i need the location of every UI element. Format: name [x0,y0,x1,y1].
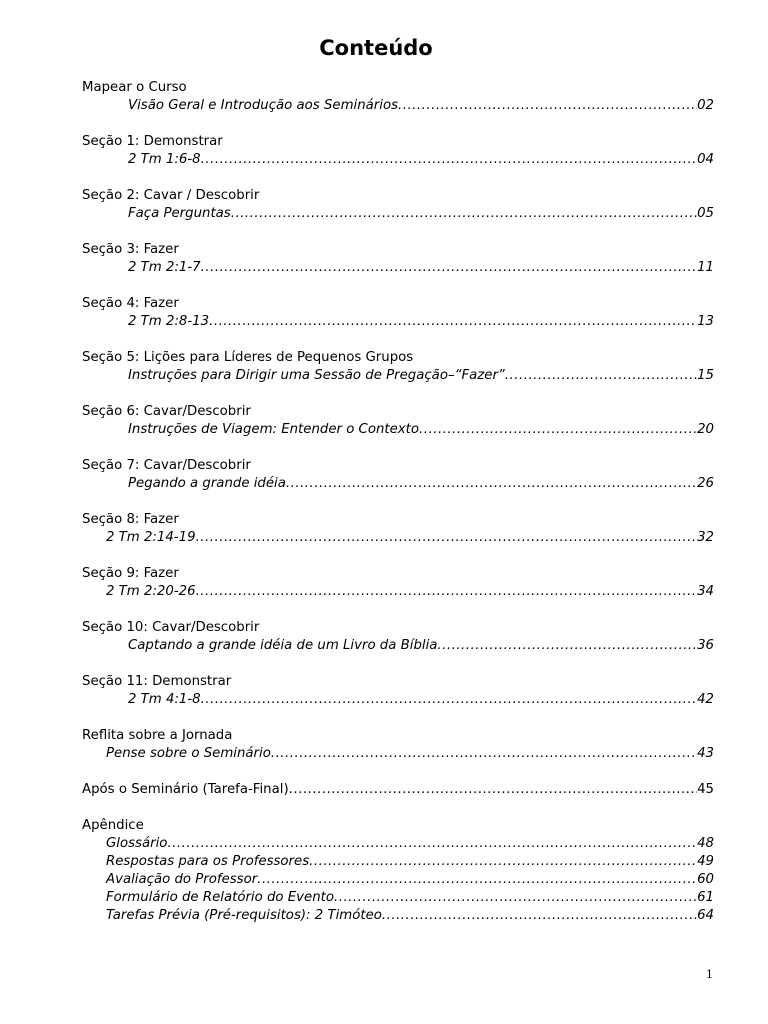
entry-page: 11 [697,260,714,275]
toc-entry [82,889,714,907]
section-heading-row [82,781,714,799]
toc-entry [82,529,714,547]
section-heading: Seção 11: Demonstrar [82,674,232,689]
entry-title: Pense sobre o Seminário [106,746,271,761]
entry-title: Tarefas Prévia (Pré-requisitos): 2 Timóteo [106,908,382,923]
entry-page: 36 [697,638,714,653]
section-heading: Seção 9: Fazer [82,566,179,581]
leader-dots [437,637,697,655]
section-heading: Seção 1: Demonstrar [82,134,223,149]
section-heading: Após o Seminário (Tarefa-Final) [82,782,289,797]
entry-title: Visão Geral e Introdução aos Seminários [128,98,399,113]
leader-dots [419,421,697,439]
leader-dots [201,691,697,709]
entry-title: Pegando a grande idéia [128,476,286,491]
leader-dots [382,907,697,925]
toc-entry [82,745,714,763]
toc-section [82,187,714,223]
toc-section-appendix [82,817,714,925]
entry-page: 05 [697,206,714,221]
leader-dots [286,475,697,493]
leader-dots [309,853,697,871]
section-heading: Reflita sobre a Jornada [82,728,233,743]
entry-page: 61 [697,890,714,905]
toc-section [82,781,714,799]
entry-page: 13 [697,314,714,329]
toc-entry [82,151,714,169]
section-heading: Seção 6: Cavar/Descobrir [82,404,251,419]
entry-page: 34 [697,584,714,599]
entry-title: Captando a grande idéia de um Livro da Bíblia [128,638,438,653]
entry-title: 2 Tm 2:8-13 [128,314,210,329]
leader-dots [398,97,697,115]
leader-dots [257,871,697,889]
section-heading: Seção 7: Cavar/Descobrir [82,458,251,473]
toc-entry [82,637,714,655]
entry-page: 49 [697,854,714,869]
toc-entry [82,367,714,385]
entry-title: 2 Tm 4:1-8 [128,692,201,707]
section-heading: Seção 5: Lições para Líderes de Pequenos Grupos [82,350,414,365]
toc-section [82,619,714,655]
toc-entry [82,871,714,889]
entry-title: 2 Tm 2:20-26 [106,584,196,599]
entry-page: 15 [697,368,714,383]
toc-section [82,133,714,169]
entry-title: 2 Tm 2:1-7 [128,260,201,275]
entry-title: Instruções de Viagem: Entender o Contexto [128,422,420,437]
toc-section [82,79,714,115]
toc-entry [82,205,714,223]
toc-entry [82,313,714,331]
section-heading: Mapear o Curso [82,80,187,95]
toc-section [82,727,714,763]
section-heading: Seção 4: Fazer [82,296,179,311]
entry-title: Formulário de Relatório do Evento [106,890,335,905]
entry-title: Respostas para os Professores [106,854,310,869]
page-number: 1 [706,968,713,981]
entry-title: Faça Perguntas [128,206,231,221]
entry-page: 26 [697,476,714,491]
section-heading: Seção 8: Fazer [82,512,179,527]
entry-page: 20 [697,422,714,437]
entry-title: Instruções para Dirigir uma Sessão de Pregação–“Fazer” [128,368,505,383]
entry-page: 42 [697,692,714,707]
entry-page: 60 [697,872,714,887]
leader-dots [196,529,698,547]
toc-entry [82,259,714,277]
leader-dots [167,835,697,853]
section-page: 45 [697,782,714,797]
entry-page: 64 [697,908,714,923]
toc-section [82,295,714,331]
leader-dots [271,745,697,763]
entry-page: 02 [697,98,714,113]
toc-entry [82,907,714,925]
leader-dots [196,583,698,601]
toc-section [82,565,714,601]
leader-dots [334,889,697,907]
toc-section [82,673,714,709]
page-title: Conteúdo [319,36,433,60]
toc-entry [82,475,714,493]
toc-entry [82,583,714,601]
toc-section [82,511,714,547]
section-heading: Seção 10: Cavar/Descobrir [82,620,260,635]
entry-page: 43 [697,746,714,761]
toc-entry [82,853,714,871]
section-heading: Apêndice [82,818,144,833]
table-of-contents [82,79,714,925]
toc-entry [82,691,714,709]
entry-title: Avaliação do Professor [106,872,258,887]
toc-section [82,457,714,493]
leader-dots [289,781,697,799]
toc-section [82,403,714,439]
leader-dots [231,205,697,223]
leader-dots [201,151,697,169]
toc-entry [82,421,714,439]
toc-section [82,241,714,277]
section-heading: Seção 2: Cavar / Descobrir [82,188,260,203]
toc-entry [82,97,714,115]
leader-dots [201,259,697,277]
toc-entry [82,835,714,853]
entry-page: 48 [697,836,714,851]
entry-page: 32 [697,530,714,545]
toc-section [82,349,714,385]
entry-title: 2 Tm 1:6-8 [128,152,201,167]
entry-title: 2 Tm 2:14-19 [106,530,196,545]
entry-page: 04 [697,152,714,167]
leader-dots [505,367,697,385]
entry-title: Glossário [106,836,168,851]
leader-dots [209,313,697,331]
section-heading: Seção 3: Fazer [82,242,179,257]
